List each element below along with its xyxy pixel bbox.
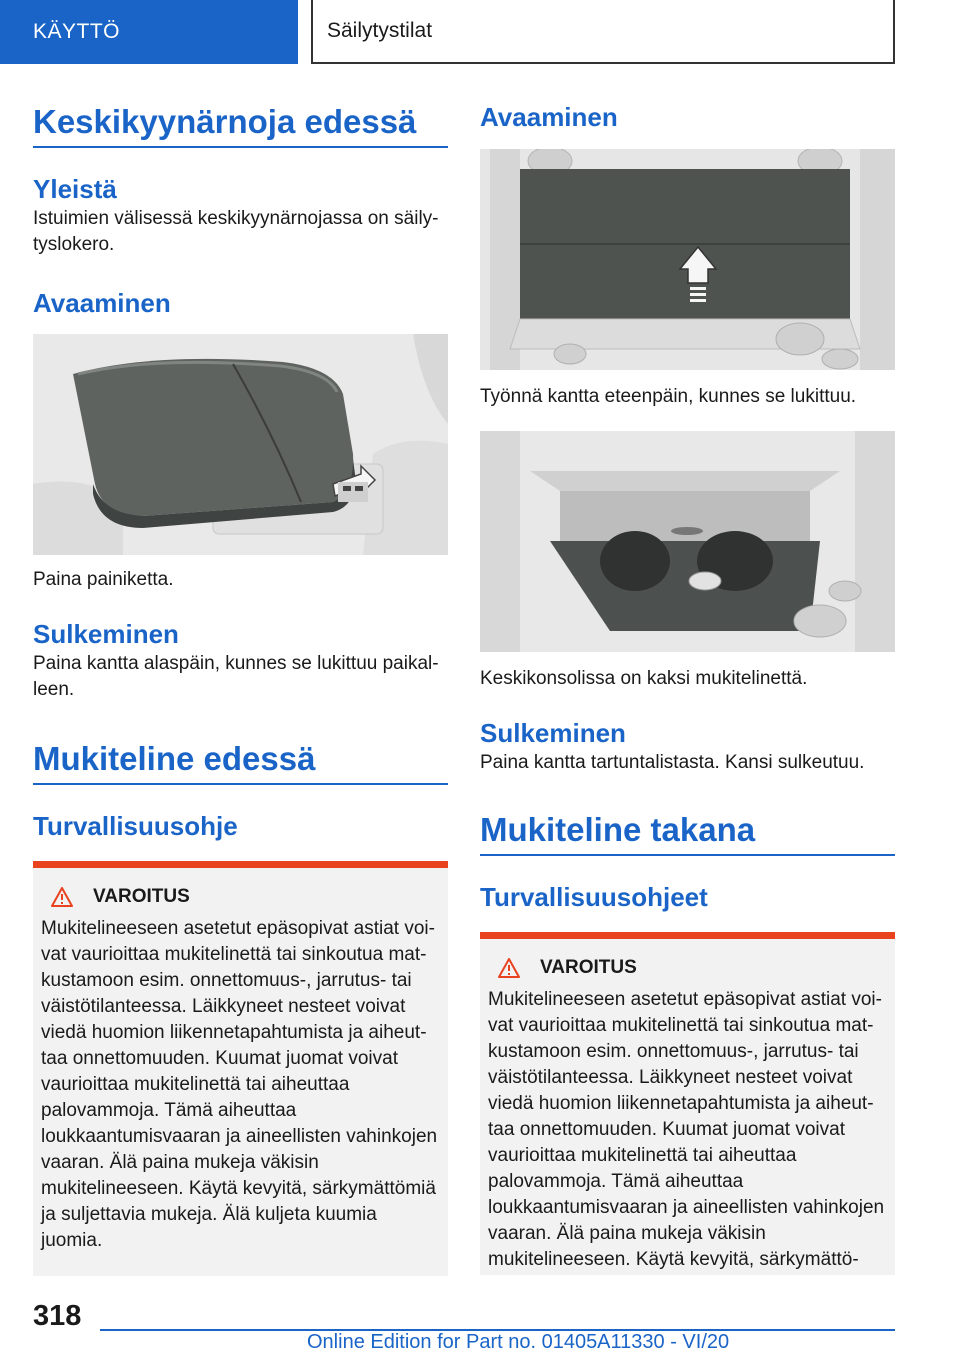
rear-cupholder-title: Mukiteline takana (480, 811, 756, 848)
rear-warning-label: VAROITUS (540, 957, 637, 978)
rear-warning-header (488, 957, 887, 979)
front-warning-text: Mukitelineeseen asetetut epäsopivat astiat voivat vaurioittaa mukitelinettä tai sinkoutua matkustamoon esim. onnettomuus-, jarrutus- tai väistötilanteessa. Läikkyneet nesteet voivat viedä huomion liikennetapahtumista ja aiheuttaa onnettomuuden. Kuumat juomat voivat vaurioittaa mukitelinettä tai aiheuttaa palovammoja. Tämä aiheuttaa loukkaantumisvaaran ja aineellisten vahinkojen vaaran. Älä paina mukeja väkisin mukitelineeseen. Käytä kevyitä, särkymättömiä ja suljettavia mukeja. Älä kuljeta kuumia juomia. (41, 918, 438, 1251)
section-header (311, 0, 895, 64)
cupholder-illustration-graphic (480, 431, 895, 652)
console-close-heading: Sulkeminen (480, 718, 626, 748)
front-warning-label: VAROITUS (93, 886, 190, 907)
chapter-tab[interactable] (0, 0, 298, 64)
armrest-illustration-graphic (33, 334, 448, 555)
armrest-open-caption: Paina painiketta. (33, 569, 174, 590)
cupholder-illustration (480, 431, 895, 652)
armrest-open-heading: Avaaminen (33, 288, 171, 318)
warning-triangle-icon (51, 887, 73, 907)
general-heading: Yleistä (33, 174, 117, 204)
front-cupholder-title: Mukiteline edessä (33, 740, 316, 777)
section-label: Säilytystilat (327, 19, 433, 42)
armrest-title: Keskikyynärnoja edessä (33, 103, 417, 140)
armrest-close-text: Paina kantta alaspäin, kunnes se lukittuu paikalleen. (33, 653, 439, 700)
front-safety-heading: Turvallisuusohje (33, 811, 238, 841)
cupholder-caption: Keskikonsolissa on kaksi mukitelinettä. (480, 668, 808, 689)
console-lid-illustration (480, 149, 895, 370)
general-text: Istuimien välisessä keskikyynärnojassa on säilytyslokero. (33, 208, 439, 255)
right-column (480, 100, 895, 1275)
armrest-title-block (33, 100, 448, 148)
rear-cupholder-title-block (480, 808, 895, 856)
rear-warning-text: Mukitelineeseen asetetut epäsopivat astiat voivat vaurioittaa mukitelinettä tai sinkoutua matkustamoon esim. onnettomuus-, jarrutus- tai väistötilanteessa. Läikkyneet nesteet voivat viedä huomion liikennetapahtumista ja aiheuttaa onnettomuuden. Kuumat juomat voivat vaurioittaa mukitelinettä tai aiheuttaa palovammoja. Tämä aiheuttaa loukkaantumisvaaran ja aineellisten vahinkojen vaaran. Älä paina mukeja väkisin mukitelineeseen. Käytä kevyitä, särkymättö- (488, 989, 885, 1270)
footer-edition-text: Online Edition for Part no. 01405A11330 - VI/20 (307, 1331, 730, 1353)
armrest-illustration (33, 334, 448, 555)
left-column (33, 100, 448, 1276)
rear-safety-heading: Turvallisuusohjeet (480, 882, 708, 912)
warning-triangle-icon (498, 958, 520, 978)
armrest-close-heading: Sulkeminen (33, 619, 179, 649)
console-lid-illustration-graphic (480, 149, 895, 370)
front-warning-box (33, 861, 448, 1276)
console-close-text: Paina kantta tartuntalistasta. Kansi sulkeutuu. (480, 752, 865, 773)
page-number: 318 (33, 1300, 82, 1332)
rear-warning-box (480, 932, 895, 1275)
front-cupholder-title-block (33, 737, 448, 785)
console-open-heading: Avaaminen (480, 102, 618, 132)
chapter-label: KÄYTTÖ (33, 20, 121, 43)
front-warning-header (41, 886, 440, 908)
console-open-caption: Työnnä kantta eteenpäin, kunnes se lukittuu. (480, 386, 857, 407)
